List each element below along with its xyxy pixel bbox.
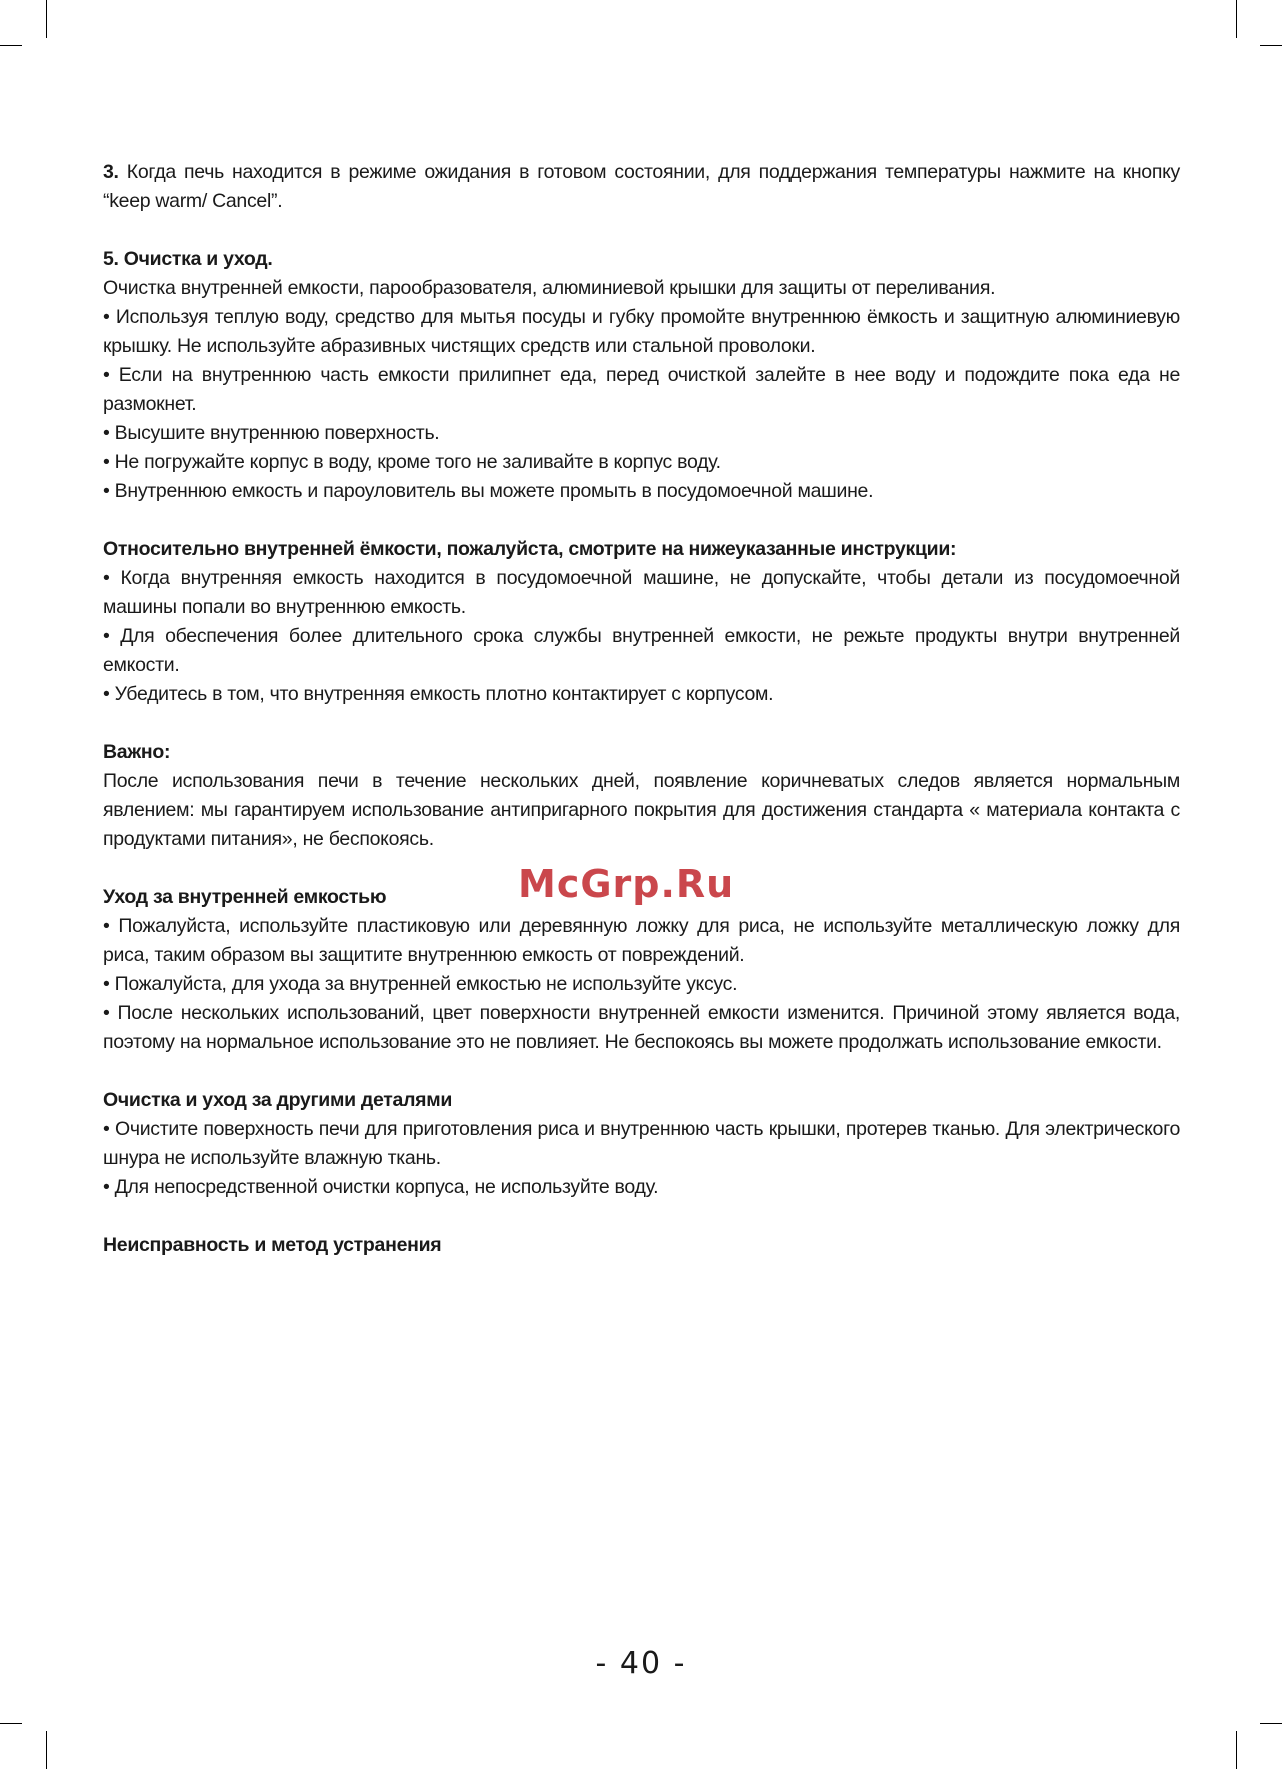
other-parts-heading: Очистка и уход за другими деталями (103, 1089, 453, 1111)
important-heading: Важно: (103, 741, 171, 763)
crop-mark (1236, 1731, 1237, 1769)
crop-mark (0, 1723, 22, 1724)
crop-mark (46, 0, 47, 38)
step-number: 3. (103, 161, 119, 183)
watermark: McGrp.Ru (518, 862, 735, 906)
list-item: • После нескольких использований, цвет поверхности внутренней емкости изменится. Причиной этому является вода, поэтому на нормальное использование это не повлияет. Не беспокоясь вы можете продолжать использование емкости. (103, 1002, 1180, 1053)
crop-mark (1260, 45, 1282, 46)
document-body (103, 158, 1180, 1260)
important-text: После использования печи в течение нескольких дней, появление коричневатых следов является нормальным явлением: мы гарантируем использование антипригарного покрытия для достижения стандарта « материала контакта с продуктами питания», не беспокоясь. (103, 770, 1180, 850)
step-3-paragraph (103, 158, 1180, 216)
list-item: • Для непосредственной очистки корпуса, не используйте воду. (103, 1176, 659, 1198)
inner-bowl-care-heading: Уход за внутренней емкостью (103, 886, 387, 908)
list-item: • Очистите поверхность печи для приготовления риса и внутреннюю часть крышки, протерев тканью. Для электрического шнура не используйте влажную ткань. (103, 1118, 1180, 1169)
section-5-intro: Очистка внутренней емкости, парообразователя, алюминиевой крышки для защиты от переливания. (103, 277, 996, 299)
inner-bowl-instructions-heading: Относительно внутренней ёмкости, пожалуйста, смотрите на нижеуказанные инструкции: (103, 538, 957, 560)
list-item: • Пожалуйста, для ухода за внутренней емкостью не используйте уксус. (103, 973, 738, 995)
crop-mark (1260, 1723, 1282, 1724)
section-5-heading: 5. Очистка и уход. (103, 248, 273, 270)
list-item: • Внутреннюю емкость и пароуловитель вы можете промыть в посудомоечной машине. (103, 480, 874, 502)
step-text: Когда печь находится в режиме ожидания в готовом состоянии, для поддержания температуры нажмите на кнопку “keep warm/ Cancel”. (103, 161, 1180, 212)
list-item: • Пожалуйста, используйте пластиковую или деревянную ложку для риса, не используйте металлическую ложку для риса, таким образом вы защитите внутреннюю емкость от повреждений. (103, 915, 1180, 966)
crop-mark (1236, 0, 1237, 38)
list-item: • Для обеспечения более длительного срока службы внутренней емкости, не режьте продукты внутри внутренней емкости. (103, 625, 1180, 676)
crop-mark (46, 1731, 47, 1769)
crop-mark (0, 45, 22, 46)
list-item: • Не погружайте корпус в воду, кроме того не заливайте в корпус воду. (103, 451, 721, 473)
list-item: • Убедитесь в том, что внутренняя емкость плотно контактирует с корпусом. (103, 683, 774, 705)
page-number: - 40 - (595, 1646, 687, 1681)
list-item: • Если на внутреннюю часть емкости прилипнет еда, перед очисткой залейте в нее воду и подождите пока еда не размокнет. (103, 364, 1180, 415)
list-item: • Используя теплую воду, средство для мытья посуды и губку промойте внутреннюю ёмкость и защитную алюминиевую крышку. Не используйте абразивных чистящих средств или стальной проволоки. (103, 306, 1180, 357)
list-item: • Высушите внутреннюю поверхность. (103, 422, 440, 444)
troubleshooting-heading: Неисправность и метод устранения (103, 1234, 442, 1256)
list-item: • Когда внутренняя емкость находится в посудомоечной машине, не допускайте, чтобы детали из посудомоечной машины попали во внутреннюю емкость. (103, 567, 1180, 618)
